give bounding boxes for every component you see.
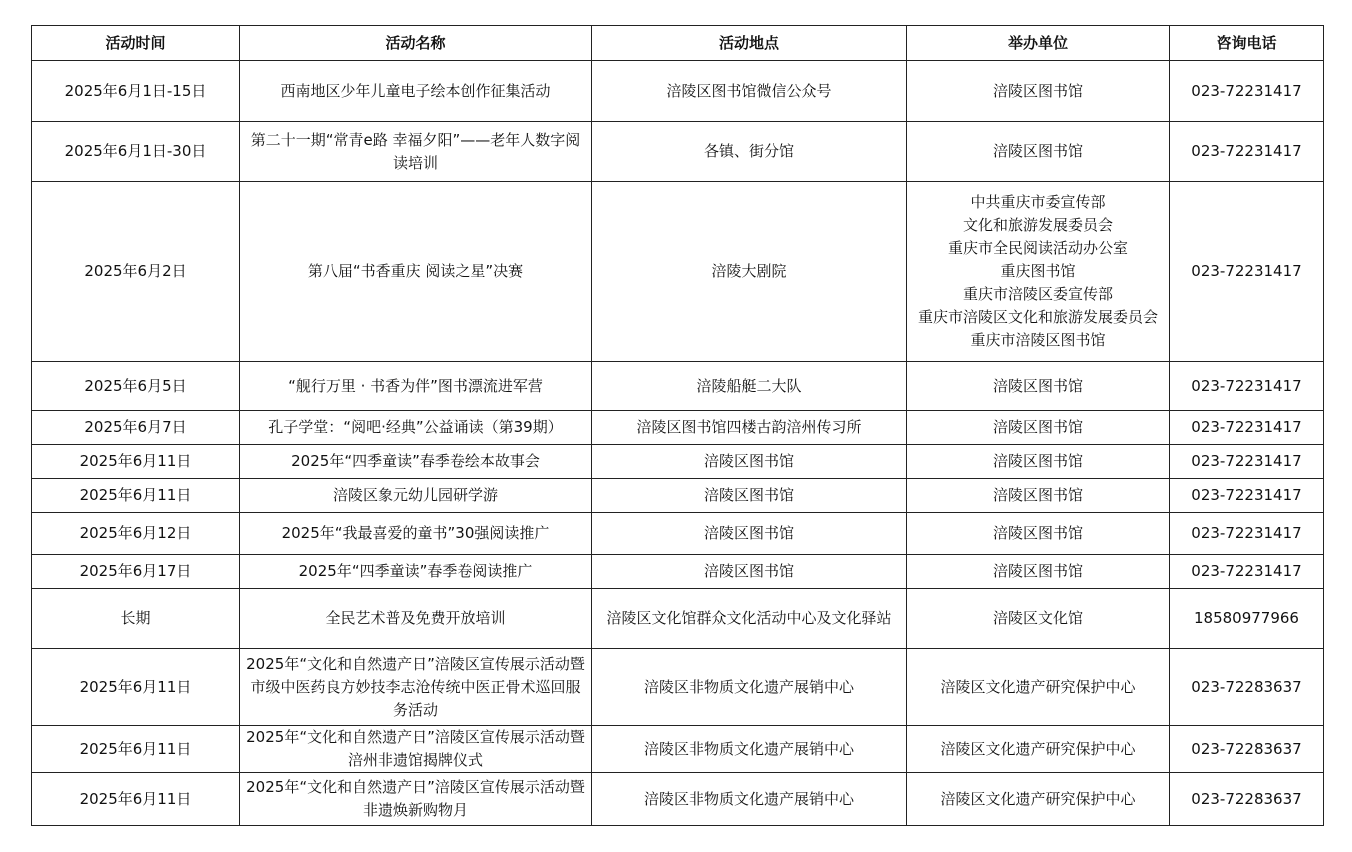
cell-name: 2025年“文化和自然遗产日”涪陵区宣传展示活动暨市级中医药良方妙技李志沧传统中医正骨术巡回服务活动 — [240, 649, 592, 726]
cell-time: 2025年6月2日 — [32, 182, 240, 362]
cell-phone: 023-72231417 — [1170, 513, 1324, 555]
cell-place: 涪陵区图书馆四楼古韵涪州传习所 — [592, 411, 907, 445]
table-row — [32, 362, 1324, 411]
cell-time: 2025年6月17日 — [32, 555, 240, 589]
header-organizer: 举办单位 — [907, 26, 1170, 61]
organizer-line: 涪陵区文化遗产研究保护中心 — [940, 789, 1136, 808]
cell-time: 2025年6月5日 — [32, 362, 240, 411]
cell-organizer — [907, 61, 1170, 122]
cell-organizer — [907, 362, 1170, 411]
cell-place: 涪陵区图书馆微信公众号 — [592, 61, 907, 122]
table-row — [32, 411, 1324, 445]
cell-place: 涪陵区图书馆 — [592, 513, 907, 555]
header-row — [32, 26, 1324, 61]
cell-name: 2025年“四季童读”春季卷绘本故事会 — [240, 445, 592, 479]
cell-name: 2025年“四季童读”春季卷阅读推广 — [240, 555, 592, 589]
cell-organizer — [907, 122, 1170, 182]
cell-time: 2025年6月1日-30日 — [32, 122, 240, 182]
organizer-line: 涪陵区图书馆 — [992, 452, 1083, 470]
cell-organizer — [907, 589, 1170, 649]
activity-table — [31, 25, 1324, 826]
cell-place: 涪陵船艇二大队 — [592, 362, 907, 411]
cell-place: 涪陵区文化馆群众文化活动中心及文化驿站 — [592, 589, 907, 649]
organizer-line: 重庆市涪陵区委宣传部 — [962, 285, 1113, 303]
cell-name: 第八届“书香重庆 阅读之星”决赛 — [240, 182, 592, 362]
cell-time: 2025年6月12日 — [32, 513, 240, 555]
header-name: 活动名称 — [240, 26, 592, 61]
cell-phone: 18580977966 — [1170, 589, 1324, 649]
organizer-line: 文化和旅游发展委员会 — [962, 216, 1113, 234]
cell-time: 长期 — [32, 589, 240, 649]
table-row — [32, 589, 1324, 649]
organizer-line: 涪陵区图书馆 — [992, 376, 1083, 395]
cell-time: 2025年6月7日 — [32, 411, 240, 445]
cell-name: 2025年“文化和自然遗产日”涪陵区宣传展示活动暨非遗焕新购物月 — [240, 773, 592, 826]
cell-time: 2025年6月11日 — [32, 649, 240, 726]
cell-organizer — [907, 411, 1170, 445]
organizer-line: 中共重庆市委宣传部 — [970, 193, 1106, 211]
header-place: 活动地点 — [592, 26, 907, 61]
cell-phone: 023-72283637 — [1170, 773, 1324, 826]
cell-organizer — [907, 513, 1170, 555]
cell-organizer — [907, 182, 1170, 362]
cell-organizer — [907, 445, 1170, 479]
organizer-line: 重庆市全民阅读活动办公室 — [947, 239, 1128, 257]
cell-organizer — [907, 479, 1170, 513]
cell-phone: 023-72231417 — [1170, 411, 1324, 445]
table-row — [32, 773, 1324, 826]
cell-name: 涪陵区象元幼儿园研学游 — [240, 479, 592, 513]
cell-organizer — [907, 649, 1170, 726]
organizer-line: 重庆市涪陵区文化和旅游发展委员会 — [917, 308, 1158, 326]
cell-time: 2025年6月11日 — [32, 445, 240, 479]
cell-place: 涪陵区非物质文化遗产展销中心 — [592, 726, 907, 773]
organizer-line: 涪陵区图书馆 — [992, 524, 1083, 542]
table-body — [32, 61, 1324, 826]
table-row — [32, 479, 1324, 513]
table-row — [32, 649, 1324, 726]
table-row — [32, 61, 1324, 122]
cell-time: 2025年6月11日 — [32, 773, 240, 826]
cell-place: 涪陵区图书馆 — [592, 555, 907, 589]
organizer-line: 重庆图书馆 — [1000, 262, 1076, 280]
cell-phone: 023-72231417 — [1170, 445, 1324, 479]
cell-place: 涪陵区图书馆 — [592, 445, 907, 479]
cell-place: 涪陵区图书馆 — [592, 479, 907, 513]
cell-place: 涪陵区非物质文化遗产展销中心 — [592, 773, 907, 826]
table-row — [32, 726, 1324, 773]
organizer-line: 涪陵区图书馆 — [992, 562, 1083, 580]
cell-place: 各镇、街分馆 — [592, 122, 907, 182]
cell-phone: 023-72231417 — [1170, 479, 1324, 513]
organizer-line: 涪陵区文化遗产研究保护中心 — [940, 739, 1136, 758]
cell-time: 2025年6月1日-15日 — [32, 61, 240, 122]
cell-time: 2025年6月11日 — [32, 479, 240, 513]
cell-organizer — [907, 726, 1170, 773]
organizer-line: 涪陵区文化馆 — [992, 609, 1083, 627]
cell-place: 涪陵大剧院 — [592, 182, 907, 362]
organizer-line: 涪陵区图书馆 — [992, 142, 1083, 160]
organizer-line: 涪陵区图书馆 — [992, 418, 1083, 436]
organizer-line: 重庆市涪陵区图书馆 — [970, 331, 1106, 349]
organizer-line: 涪陵区图书馆 — [992, 81, 1083, 100]
cell-phone: 023-72231417 — [1170, 182, 1324, 362]
table-row — [32, 513, 1324, 555]
cell-phone: 023-72231417 — [1170, 362, 1324, 411]
cell-name: 2025年“我最喜爱的童书”30强阅读推广 — [240, 513, 592, 555]
table-row — [32, 445, 1324, 479]
cell-phone: 023-72231417 — [1170, 555, 1324, 589]
header-time: 活动时间 — [32, 26, 240, 61]
cell-name: “舰行万里 · 书香为伴”图书漂流进军营 — [240, 362, 592, 411]
table-row — [32, 122, 1324, 182]
organizer-line: 涪陵区文化遗产研究保护中心 — [940, 677, 1136, 696]
cell-name: 孔子学堂：“阅吧·经典”公益诵读（第39期） — [240, 411, 592, 445]
cell-phone: 023-72283637 — [1170, 726, 1324, 773]
cell-phone: 023-72231417 — [1170, 61, 1324, 122]
cell-name: 全民艺术普及免费开放培训 — [240, 589, 592, 649]
cell-phone: 023-72231417 — [1170, 122, 1324, 182]
cell-name: 西南地区少年儿童电子绘本创作征集活动 — [240, 61, 592, 122]
cell-name: 第二十一期“常青e路 幸福夕阳”——老年人数字阅读培训 — [240, 122, 592, 182]
cell-name: 2025年“文化和自然遗产日”涪陵区宣传展示活动暨涪州非遗馆揭牌仪式 — [240, 726, 592, 773]
organizer-line: 涪陵区图书馆 — [992, 486, 1083, 504]
cell-time: 2025年6月11日 — [32, 726, 240, 773]
header-phone: 咨询电话 — [1170, 26, 1324, 61]
table-row — [32, 182, 1324, 362]
cell-organizer — [907, 773, 1170, 826]
table-row — [32, 555, 1324, 589]
cell-place: 涪陵区非物质文化遗产展销中心 — [592, 649, 907, 726]
cell-phone: 023-72283637 — [1170, 649, 1324, 726]
cell-organizer — [907, 555, 1170, 589]
